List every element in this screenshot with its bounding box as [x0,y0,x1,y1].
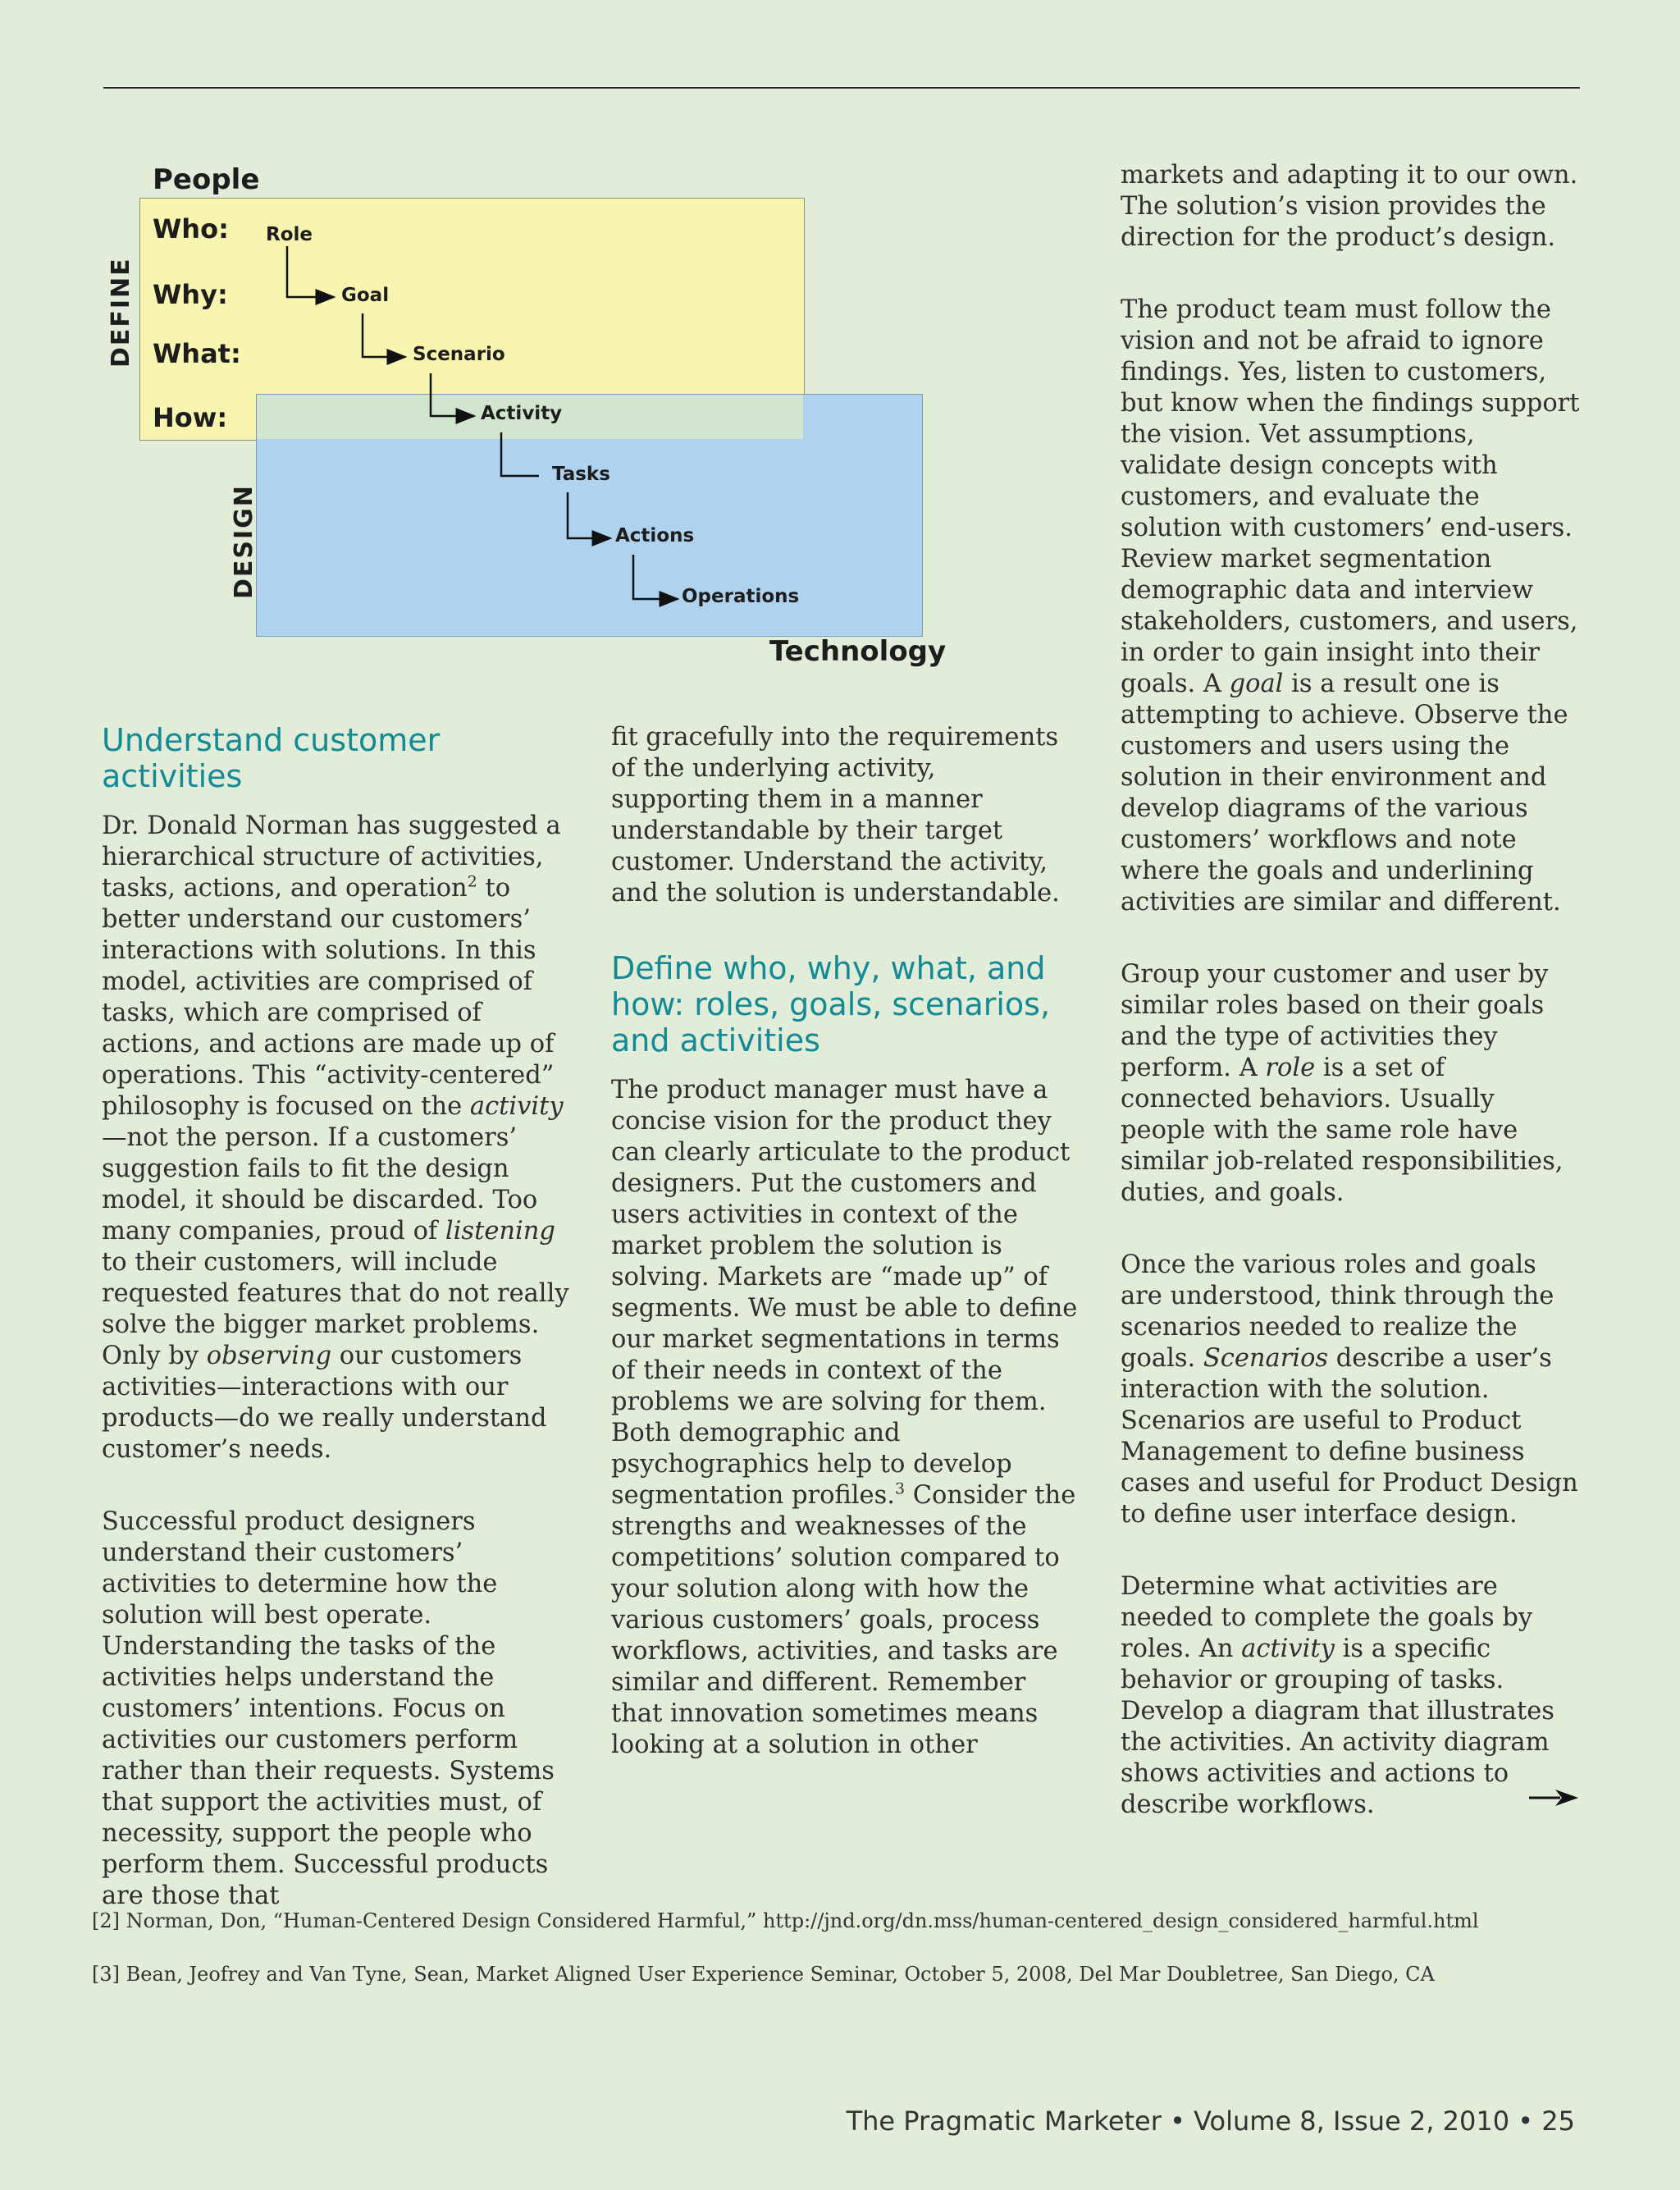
label-define: DEFINE [107,257,135,368]
heading-understand-activities: Understand customer activities [102,722,441,794]
footnote-3: [3] Bean, Jeofrey and Van Tyne, Sean, Market Aligned User Experience Seminar, October 5, 2008, Del Mar Doubletree, San Diego, CA [92,1963,1435,1986]
node-tasks: Tasks [552,464,610,485]
label-design: DESIGN [230,484,258,599]
node-actions: Actions [615,525,695,546]
paragraph: Group your customer and user by similar roles based on their goals and the type of activities they perform. A role is a set of connected behaviors. Usually people with the same role have similar job-related responsibilities, duties, and goals. [1121,960,1564,1207]
row-who: Who: [153,213,229,245]
paragraph: The product manager must have a concise vision for the product they can clearly articulate to the product designers. Put the customers and users activities in context of the market problem the solution is solving. Markets are “made up” of segments. We must be able to define our market segmentations in terms of their needs in context of the problems we are solving for them. Both demographic and psychographics help to develop segmentation profiles.$^3$ Consider the strengths and weaknesses of the competitions’ solution compared to your solution along with how the various customers’ goals, process workflows, activities, and tasks are similar and different. Remember that innovation sometimes means looking at a solution in other [611,1076,1078,1759]
top-rule [103,87,1580,89]
paragraph: The product team must follow the vision and not be afraid to ignore findings. Yes, listen to customers, but know when the findings support the vision. Vet assumptions, validate design concepts with customers, and evaluate the solution with customers’ end-users. Review market segmentation demographic data and interview stakeholders, customers, and users, in order to gain insight into their goals. A goal is a result one is attempting to achieve. Observe the customers and users using the solution in their environment and develop diagrams of the various customers’ workflows and note where the goals and underlining activities are similar and different. [1121,295,1580,917]
paragraph: Successful product designers understand their customers’ activities to determine how the solution will best operate. Understanding the tasks of the activities helps understand the customers’ intentions. Focus on activities our customers perform rather than their requests. Systems that support the activities must, of necessity, support the people who perform them. Successful products are those that [102,1507,555,1910]
paragraph: Determine what activities are needed to complete the goals by roles. An activity is a specific behavior or grouping of tasks. Develop a diagram that illustrates the activities. An activity diagram shows activities and actions to describe workflows. [1121,1572,1554,1819]
row-why: Why: [153,279,228,310]
right-arrow-icon [1527,1787,1580,1808]
label-technology: Technology [769,635,947,668]
row-how: How: [153,402,228,433]
column-2 [611,722,1079,1761]
label-people: People [153,163,260,196]
node-goal: Goal [341,285,390,306]
paragraph: Once the various roles and goals are understood, think through the scenarios needed to realize the goals. Scenarios describe a user’s interaction with the solution. Scenarios are useful to Product Management to define business cases and useful for Product Design to define user interface design. [1121,1250,1578,1529]
page-footer: The Pragmatic Marketer • Volume 8, Issue 2, 2010 • 25 [846,2105,1575,2137]
people-technology-diagram [98,156,947,681]
paragraph: fit gracefully into the requirements of the underlying activity, supporting them in a manner understandable by their target customer. Understand the activity, and the solution is understandable. [611,723,1060,908]
node-scenario: Scenario [413,344,505,365]
paragraph: Dr. Donald Norman has suggested a hierarchical structure of activities, tasks, actions, and operation$^2$ to better understand our customers’ interactions with solutions. In this model, activities are comprised of tasks, which are comprised of actions, and actions are made up of operations. This “activity-centered” philosophy is focused on the activity—not the person. If a customers’ suggestion fails to fit the design model, it should be discarded. Too many companies, proud of listening to their customers, will include requested features that do not really solve the bigger market problems. Only by observing our customers activities—interactions with our products—do we really understand customer’s needs. [102,812,569,1464]
column-1 [102,722,569,1912]
heading-define-who-why: Define who, why, what, and how: roles, goals, scenarios, and activities [611,950,1051,1058]
node-role: Role [266,224,313,245]
column-3 [1121,160,1580,1821]
paragraph: markets and adapting it to our own. The solution’s vision provides the direction for the product’s design. [1121,161,1578,252]
node-operations: Operations [682,586,800,607]
node-activity: Activity [481,403,563,424]
footnote-2: [2] Norman, Don, “Human-Centered Design Considered Harmful,” http://jnd.org/dn.mss/human-centered_design_considered_harmful.html [92,1909,1479,1932]
row-what: What: [153,338,241,369]
